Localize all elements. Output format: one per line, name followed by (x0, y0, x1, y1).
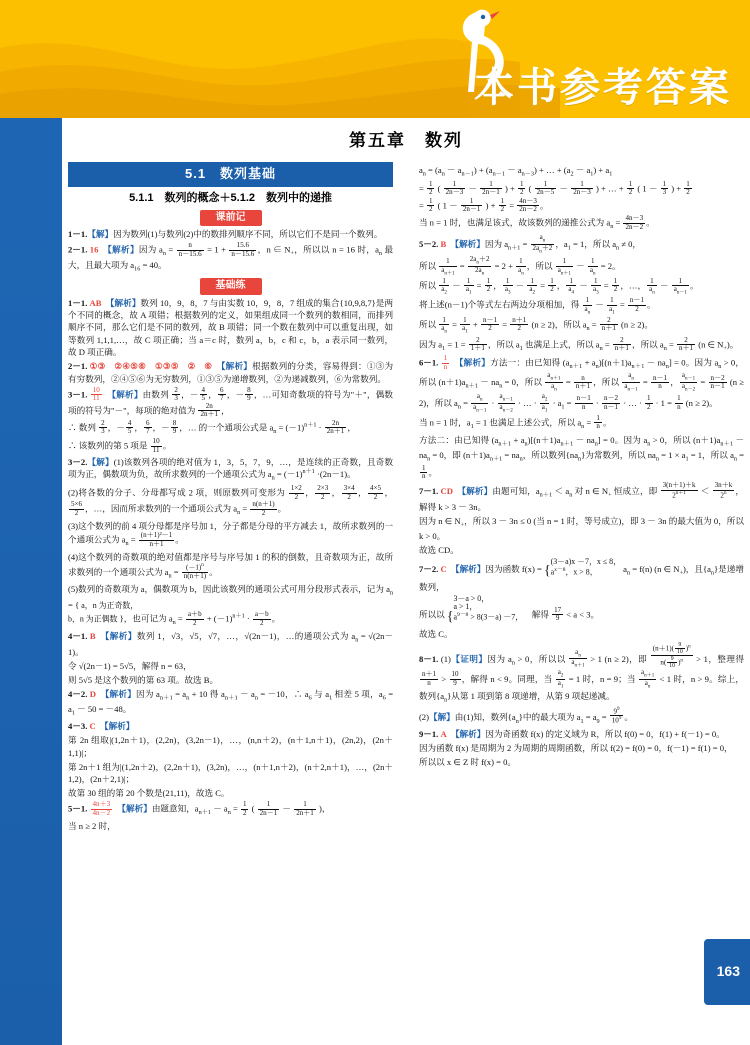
answer-item: ∴ 数列 $\frac{2}{3}$ ，－ $\frac{4}{5}$ ， $\frac{6}{7}$ ，－ $\frac{8}{9}$ ，… 的一个通项公式是 $a_n = (-1)^{n+1}$ · $\frac{2n}{2n+1}$ ， (68, 418, 356, 436)
answer-item: 令 √(2n－1) = 5√5，解得 n = 63， (68, 660, 192, 671)
answer-item: 4－2. D 【解析】因为 $a_{n+1} = a_n + 10$ 得 $a_{n+1} - a_n = -10$，∴ $a_6$ 与 $a_1$ 相差 5 项，$a_6 = a_1 - 50 = -48$。 (68, 688, 394, 717)
answer-item: 4－1. B 【解析】数列 1，√3，√5，√7，…，√(2n－1)，…的通项公式为 $a_n = √(2n-1)$。 (68, 631, 394, 657)
page-number: 163 (716, 963, 740, 979)
answer-item: (2)将各数的分子、分母都写成 2 项，则原数列可变形为 $\frac{1\times 2}{2}$ ， $\frac{2\times 3}{2}$ ， $\frac{3\times 4}{2}$ ， $\frac{4\times 5}{2}$ ， $\frac{5\times 6}{2}$ ，…，因而所求数列的一个通项公式为 $a_n$ = $\frac{n(n+1)}{2}$ 。 (68, 484, 394, 517)
two-column-layout (62, 162, 750, 1022)
answer-item: 当 n ≥ 2 时， (68, 820, 116, 831)
answer-item: $a_n = (a_n - a_{n-1}) + (a_{n-1} - a_{n-3})$ + … + $(a_2 - a_1) + a_1$ (418, 164, 613, 178)
answer-item: 则 5√5 是这个数列的第 63 项。故选 B。 (68, 674, 219, 685)
answer-item: 当 n = 1 时，$a_1 = 1$ 也满足上述公式，所以 $a_n$ = $\frac{1}{n}$ 。 (418, 413, 612, 431)
right-column (413, 162, 750, 1022)
answer-item: 1－1. AB 【解析】数列 10，9，8，7 与由实数 10，9，8，7 组成的集合{10,9,8,7}是两个不同的概念，故 A 项错；根据数列的定义，如果组成同一个数列的数相同，而排列顺序不同，那么它们是不同的数列，故 B 项错；同一个数在数列中可以重复出现，如等数列 1,1,1,…，故 C 项正确；当 a＝c 时，数列 a，b，c 和 c，b，a 表示同一数列，故 D 项正确。 (68, 297, 394, 358)
chapter-title: 第五章 数列 (349, 131, 463, 150)
answer-item: 9－1. A 【解析】因为奇函数 f(x) 的定义域为 R，所以 f(0) = 0，f(1) + f(－1) = 0。 (418, 729, 725, 740)
answer-item: 所以以 {3－a > 0， a > 1， $a^{9-8} > 8(3-a) -7$， 解得 $\frac{17}{9}$ < a < 3。 (418, 593, 600, 624)
page-banner (0, 0, 750, 118)
answer-item: 所以 $\frac{1}{a_2}$ － $\frac{1}{a_1}$ = $\frac{1}{2}$ ， $\frac{1}{a_3}$ － $\frac{1}{a_2}$ = $\frac{1}{2}$ ， $\frac{1}{a_4}$ － $\frac{1}{a_3}$ = $\frac{1}{2}$ ，…， $\frac{1}{a_n}$ － $\frac{1}{a_{n-1}}$ 。 (418, 276, 699, 296)
answer-item: (2)【解】由(1)知，数列$\{a_n\}$中的最大项为 $a_1 = a_9$ = $\frac{9^9}{10^9}$ 。 (418, 705, 633, 725)
tag-kqj: 课前记 (200, 210, 262, 227)
answer-item: 故选 CD。 (418, 545, 459, 556)
answer-item: 所以 $\frac{1}{a_n}$ = $\frac{1}{a_1}$ + $\frac{n-1}{2}$ = $\frac{n+1}{2}$ (n ≥ 2)，所以 $a_n$ = $\frac{2}{n+1}$ (n ≥ 2)。 (418, 316, 653, 335)
answer-item: 故第 30 组的第 20 个数是(21,11)，故选 C。 (68, 788, 230, 799)
answer-item: = $\frac{1}{2}$ ( $\frac{1}{2n-3}$ － $\frac{1}{2n-1}$ ) + $\frac{1}{2}$ ( $\frac{1}{2n-5}$ － $\frac{1}{2n-3}$ ) + … + $\frac{1}{2}$ ( 1 － $\frac{1}{3}$ ) + $\frac{1}{2}$ (418, 179, 690, 197)
answer-item: 因为函数 f(x) 是周期为 2 为周期的周期函数，所以 f(2) = f(0) = 0，f(－1) = f(1) = 0， (418, 743, 733, 753)
tag-jcl: 基础练 (200, 278, 262, 295)
answer-item: 4－3. C 【解析】 (68, 721, 135, 732)
answer-item: 因为 $a_1 = 1$ = $\frac{2}{1+1}$ ，所以 $a_1$ 也满足上式，所以 $a_n$ = $\frac{2}{n+1}$ ，所以 $a_n$ = $\frac{2}{n+1}$ (n ∈ $N_+$)。 (418, 335, 739, 353)
answer-item: 1－1.【解】因为数列(1)与数列(2)中的数排列顺序不同，所以它们不是同一个数列。 (68, 229, 383, 240)
answer-item: 方法二：由已知得 $(a_{n+1} + a_n)[(n+1)a_{n+1} - na_n] = 0$。因为 $a_n > 0$，所以 $(n+1)a_{n+1} - na_n = 0$，即 $(n+1)a_{n+1} = na_n$，所以数列$\{na_n\}$为常数列，所以 $na_n = 1 \times a_1 = 1$，所以 $a_n$ = $\frac{1}{n}$ 。 (418, 434, 745, 481)
answer-item: 5－1. $\frac{4n+3}{4n-2}$ 【解析】由题意知，$a_{n+1} - a_n$ = $\frac{1}{2}$ ( $\frac{1}{2n-1}$ － $\frac{1}{2n+1}$ )， (68, 800, 331, 817)
page-title: 本书参考答案 (474, 66, 732, 110)
answer-item: ∴ 该数列的第 5 项是 $\frac{10}{11}$ 。 (68, 437, 172, 454)
section-title: 5.1 数列基础 (68, 162, 393, 187)
answer-item: (3)这个数列的前 4 项分母都是序号加 1，分子都是分母的平方减去 1，故所求数列的一个通项公式为 $a_n$ = $\frac{\text{(n＋1)²－1}}{n+1}$ 。 (68, 520, 394, 548)
answer-item: 8－1. (1)【证明】因为 $a_n > 0$，所以以 $\frac{a_n}{a_{n+1}}$ > 1 (n ≥ 2)，即 (n＋1)( $\frac{9}{10}$ )$^n$ n( $\frac{9}{10}$ )$^n$ > 1，整理得 $\frac{n+1}{n}$ > $\frac{10}{9}$ ，解得 n < 9。同理，当 $\frac{a_2}{a_1}$ = 1 时，n = 9；当 $\frac{a_{n+1}}{a_n}$ < 1 时，n > 9。综上，数列$\{a_n\}$从第 1 项到第 8 项递增，从第 9 项起递减。 (418, 641, 744, 704)
answer-item: 6－1. $\frac{1}{n}$ 【解析】方法一：由已知得 $(a_{n+1} + a_n)[(n+1)a_{n+1} - na_n] = 0$。因为 $a_n > 0$，所以 $(n+1)a_{n+1} - na_n = 0$，所以 $\frac{a_{n+1}}{a_n}$ = $\frac{n}{n+1}$ ，所以 $\frac{a_n}{a_{n-1}}$ = $\frac{n-1}{n}$ ， $\frac{a_{n-1}}{a_{n-2}}$ = $\frac{n-2}{n-1}$ (n ≥ 2)，所以 $a_n$ = $\frac{a_n}{a_{n-1}}$ · $\frac{a_{n-1}}{a_{n-2}}$ · … · $\frac{a_2}{a_1}$ · $a_1$ = $\frac{n-1}{n}$ · $\frac{n-2}{n-1}$ · … · $\frac{1}{2}$ · 1 = $\frac{1}{n}$ (n ≥ 2)。 (418, 354, 745, 414)
answer-item: 2－1. ①③ ②④⑤⑥ ①③⑤ ② ⑥ 【解析】根据数列的分类，容易得到：①③为有穷数列，②④⑤⑥为无穷数列，①③⑤为递增数列，②为递减数列，⑥为常数列。 (68, 361, 394, 384)
section-subtitle: 5.1.1 数列的概念＋5.1.2 数列中的递推 (129, 191, 332, 204)
answer-item: 第 2n 组取|(1,2n＋1)，(2,2n)，(3,2n－1)，…，(n,n＋2)，(n＋1,n＋1)，(2n,2)，(2n＋1,1)|； (68, 735, 394, 758)
answer-item: 因为 n ∈ $N_+$，所以 3 － 3n ≤ 0 (当 n = 1 时，等号成立)，即 3 － 3n 的最大值为 0，所以 k > 0。 (418, 515, 745, 542)
answer-item: 3－2.【解】(1)该数列各项的绝对值为 1，3，5，7，9，…，是连续的正奇数，且奇数项为正，偶数项为负，故所求数列的一个通项公式为 $a_n = (-1)^{n+1} \cdot(2n-1)$。 (68, 456, 394, 482)
answer-item: 所以以 x ∈ Z 时 f(x) = 0。 (418, 756, 517, 767)
answer-item: = $\frac{1}{2}$ ( 1 － $\frac{1}{2n-1}$ ) + $\frac{1}{2}$ = $\frac{4n-3}{2n-2}$ 。 (418, 196, 549, 214)
answer-item: 当 n = 1 时，也满足该式，故该数列的递推公式为 $a_n$ = $\frac{4n-3}{2n-2}$ 。 (418, 214, 655, 231)
left-decorative-strip (0, 118, 62, 1045)
answer-item: 3－1. $\frac{10}{11}$ 【解析】由数列 $\frac{2}{3}$ ，－ $\frac{4}{5}$ ， $\frac{6}{7}$ ，－ $\frac{8}{9}$ ，…可知奇数项的符号为"＋"，偶数项的符号为"－"，每项的绝对值为 $\frac{2n}{2n+1}$ ， (68, 385, 394, 418)
answer-item: 将上述(n－1)个等式左右两边分项相加，得 $\frac{1}{a_n}$ － $\frac{1}{a_1}$ = $\frac{n-1}{2}$ 。 (418, 296, 656, 316)
left-column (62, 162, 399, 1022)
answer-content (62, 118, 750, 1045)
answer-item: (4)这个数列的奇数项的绝对值都是序号与序号加 1 的积的倒数，且奇数项为正，故所求数列的一个通项公式为 $a_n$ = $\frac{(-1)^n}{n(n+1)}$ 。 (68, 551, 394, 580)
answer-item: 故选 C。 (418, 628, 453, 639)
answer-item: (5)数列的奇数项为 a，偶数项为 b，因此该数列的通项公式可用分段形式表示，记为 $a_n$ = { a，n 为正奇数， b，n 为正偶数 }，也可记为 $a_n$ = $\frac{a+b}{2}$ + $(-1)^{n+1}$ · $\frac{a-b}{2}$ 。 (68, 584, 394, 627)
answer-item: 所以 $\frac{1}{a_{n+1}}$ = $\frac{2a_n+2}{2a_n}$ = 2 + $\frac{1}{a_n}$ ，所以 $\frac{1}{a_{n+1}}$ － $\frac{1}{a_n}$ = 2。 (418, 254, 621, 276)
answer-item: 7－2. C 【解析】因为函数 f(x) = {(3－a)x －7，x ≤ 8， $a^{x-8}$，x > 8， $a_n = f(n)$ (n ∈ $N_+$)，且$\{a_n\}$是递增数列， (418, 557, 744, 592)
answer-item: 7－1. CD 【解析】由题可知，$a_{n+1} < a_n$ 对 n ∈ $N_+$ 恒成立，即 $\frac{3(n+1)+k}{2^{n+1}}$ ＜ $\frac{3n+k}{2^n}$ ，解得 k > 3 － 3n。 (418, 481, 744, 512)
answer-item: 2－1. 16 【解析】因为 $a_n$ = $\frac{n}{n-15.6}$ = 1 + $\frac{15.6}{n-15.6}$ ，n ∈ $N_+$，所以以 n = 16 时，$a_n$ 最大，且最大项为 $a_{16} = 40$。 (68, 241, 394, 274)
answer-item: 第 2n＋1 组为|(1,2n＋2)，(2,2n＋1)，(3,2n)，…，(n＋1,n＋2)，(n＋2,n＋1)，…，(2n＋1,2)，(2n＋2,1)|； (68, 761, 394, 785)
answer-item: 5－2. B 【解析】因为 $a_{n+1}$ = $\frac{a_n}{2a_n+2}$ ，$a_1 = 1$，所以 $a_n \ne 0$， (418, 232, 642, 255)
